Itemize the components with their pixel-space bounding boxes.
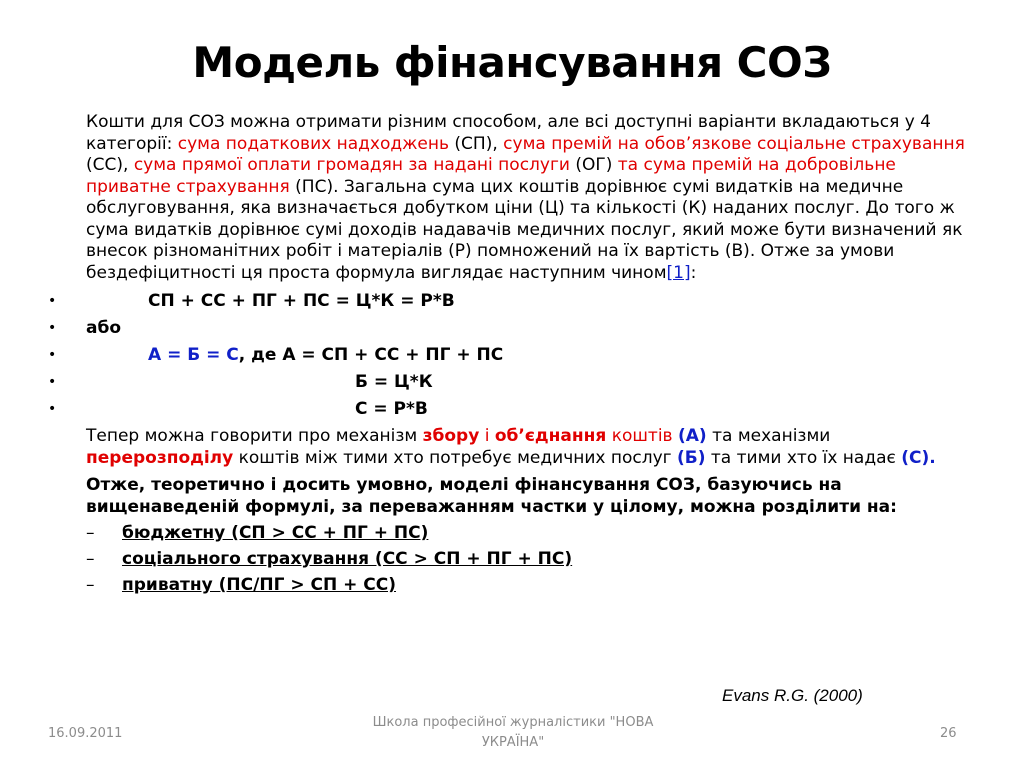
bullet-icon: • (48, 320, 57, 336)
model-item-private (48, 572, 978, 598)
footer-date: 16.09.2011 (48, 726, 123, 741)
footer-center: Школа професійної журналістики "НОВА УКРАЇНА" (372, 715, 654, 750)
model-label: бюджетну (СП > СС + ПГ + ПС) (122, 523, 429, 543)
highlight-text: і (479, 426, 495, 446)
highlight-text: сума премій на обов’язкове соціальне страхування (503, 133, 965, 154)
slide-title: Модель фінансування СОЗ (192, 38, 832, 87)
highlight-text: збору (422, 426, 480, 446)
text-run: та механізми (706, 426, 831, 446)
conclusion-paragraph: Отже, теоретично і досить умовно, моделі фінансування СОЗ, базуючись на вищенаведеній формулі, за переважанням частки у цілому, можна розділити на: (86, 475, 897, 517)
mechanism-paragraph (86, 426, 978, 469)
highlight-text: (Б) (677, 447, 706, 468)
formula-b: Б = Ц*К (355, 372, 433, 392)
text-run: та тими хто їх надає (705, 447, 902, 468)
bullet-icon: • (48, 293, 57, 309)
highlight-text: сума податкових надходжень (177, 133, 450, 154)
bullet-formula-abc (48, 342, 978, 369)
footer-page-number: 26 (940, 726, 957, 741)
bullet-formula-b (48, 369, 978, 396)
text-run: : (690, 262, 697, 283)
model-label: соціального страхування (СС > СП + ПГ + ПС) (122, 549, 573, 569)
text-run: Тепер можна говорити про механізм (86, 426, 423, 446)
footnote-link[interactable]: [1] (666, 262, 691, 283)
intro-paragraph (86, 112, 978, 284)
highlight-text: перерозподілу (86, 447, 234, 468)
text-run: Кошти для СОЗ можна отримати різним способом, але всі доступні варіанти вкладаються у 4 категорії: (86, 112, 932, 154)
bullet-formula-c (48, 396, 978, 423)
text-run: (ОГ) (569, 155, 618, 175)
text-run: (СП), (449, 133, 504, 154)
model-label: приватну (ПС/ПГ > СП + СС) (122, 575, 396, 595)
formula-main: СП + СС + ПГ + ПС = Ц*К = Р*В (148, 291, 455, 311)
bullet-icon: • (48, 347, 57, 363)
bullet-icon: • (48, 374, 57, 390)
highlight-text: (А) (677, 426, 707, 446)
dash-icon: – (86, 523, 95, 543)
bullet-formula-main (48, 288, 978, 315)
bullet-icon: • (48, 401, 57, 417)
dash-icon: – (86, 549, 95, 569)
highlight-text: об’єднання (494, 426, 607, 446)
highlight-text: та сума премій на добровільне приватне страхування (86, 155, 896, 197)
bullet-or (48, 315, 978, 342)
model-item-budget (48, 520, 978, 546)
formula-abc (148, 342, 503, 369)
highlight-text: сума прямої оплати громадян за надані послуги (133, 155, 570, 175)
dash-icon: – (86, 575, 95, 595)
highlight-text: коштів (606, 426, 678, 446)
citation: Evans R.G. (2000) (722, 686, 863, 705)
text-run: коштів між тими хто потребує медичних послуг (233, 447, 677, 468)
formula-c: С = Р*В (355, 399, 428, 419)
text-run: (СС), (86, 155, 134, 175)
formula-abc-rest: , де А = СП + СС + ПГ + ПС (238, 345, 504, 365)
slide-body (48, 112, 978, 598)
text-run: (ПС). Загальна сума цих коштів дорівнює сумі видатків на медичне обслуговування, яка визначається добутком ціни (Ц) та кількості (К) наданих послуг. До того ж сума видатків дорівнює сумі доходів надавачів медичних послуг, який може бути визначений як внесок різноманітних робіт і матеріалів (Р) помножений на їх вартість (В). Отже за умови бездефіцитності ця проста формула виглядає наступним чином (86, 176, 963, 283)
highlight-text: (С). (901, 447, 936, 468)
or-text: або (86, 318, 122, 338)
formula-abc-colored: А = Б = С (148, 345, 239, 365)
model-item-social (48, 546, 978, 572)
